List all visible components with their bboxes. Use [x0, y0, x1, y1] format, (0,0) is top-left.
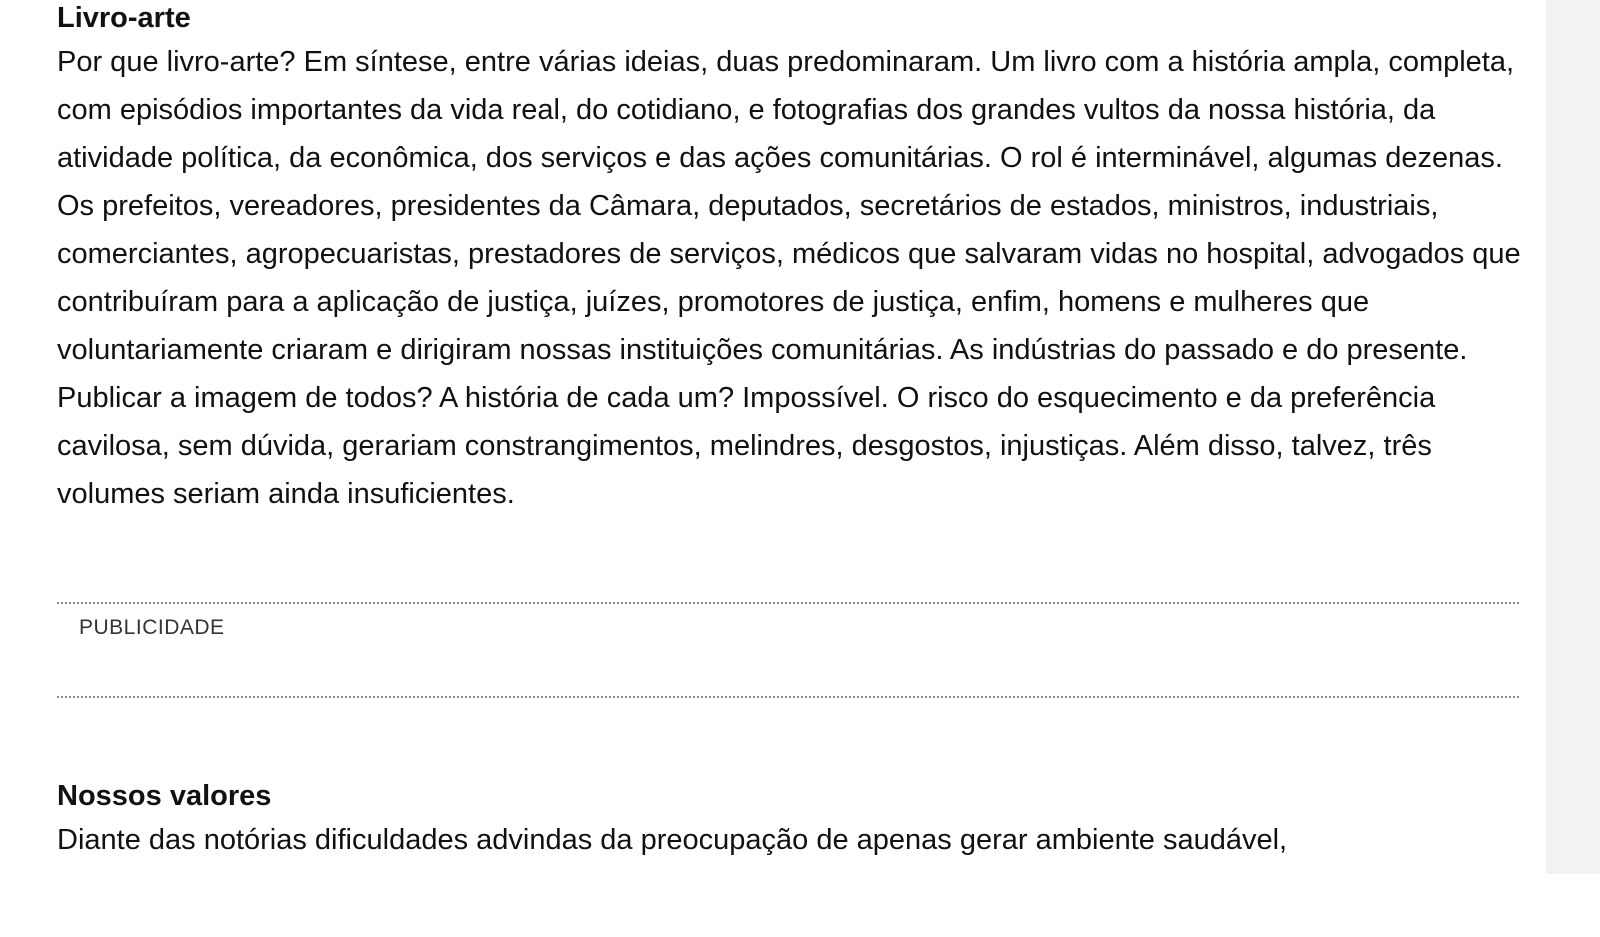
- section-livro-arte: [57, 0, 1527, 518]
- section-nossos-valores: [57, 778, 1527, 864]
- advertisement-block: [57, 602, 1519, 698]
- section-title: Nossos valores: [57, 780, 272, 812]
- section-paragraph: Por que livro-arte? Em síntese, entre várias ideias, duas predominaram. Um livro com a história ampla, completa, com episódios importantes da vida real, do cotidiano, e fotografias dos grandes vultos da nossa história, da atividade política, da econômica, dos serviços e das ações comunitárias. O rol é interminável, algumas dezenas. Os prefeitos, vereadores, presidentes da Câmara, deputados, secretários de estados, ministros, industriais, comerciantes, agropecuaristas, prestadores de serviços, médicos que salvaram vidas no hospital, advogados que contribuíram para a aplicação de justiça, juízes, promotores de justiça, enfim, homens e mulheres que voluntariamente criaram e dirigiram nossas instituições comunitárias. As indústrias do passado e do presente. Publicar a imagem de todos? A história de cada um? Impossível. O risco do esquecimento e da preferência cavilosa, sem dúvida, gerariam constrangimentos, melindres, desgostos, injustiças. Além disso, talvez, três volumes seriam ainda insuficientes.: [57, 46, 1521, 510]
- section-paragraph: Diante das notórias dificuldades advindas da preocupação de apenas gerar ambiente saudável,: [57, 824, 1288, 856]
- advertisement-label: PUBLICIDADE: [79, 616, 225, 639]
- page-gutter: [1546, 0, 1600, 874]
- section-title: Livro-arte: [57, 2, 191, 34]
